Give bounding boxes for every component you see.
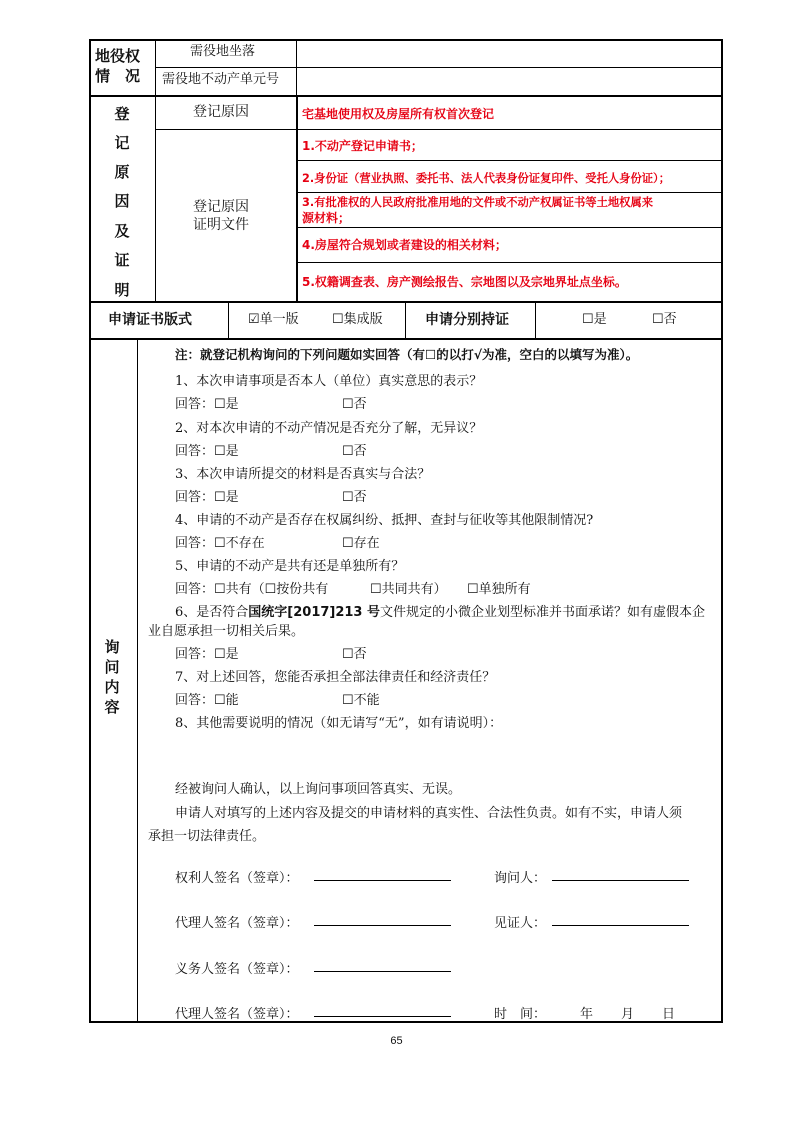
doc-item: 源材料；: [302, 211, 351, 225]
unit-number-label: 需役地不动产单元号: [162, 72, 280, 87]
doc-item: 2.身份证（营业执照、委托书、法人代表身份证复印件、受托人身份证）；: [302, 172, 671, 185]
answer-6-yes[interactable]: 回答：☐是: [175, 647, 239, 662]
month-label: 月: [621, 1007, 635, 1022]
divider: [296, 262, 722, 263]
question-3: 3、本次申请所提交的材料是否真实与合法？: [175, 467, 431, 482]
answer-3-yes[interactable]: 回答：☐是: [175, 490, 239, 505]
question-6-prefix: 6、是否符合: [175, 605, 249, 620]
witness-label: 见证人：: [494, 916, 547, 931]
divider: [89, 95, 723, 97]
answer-4-exist[interactable]: ☐存在: [342, 536, 380, 551]
inquirer-sign-line[interactable]: [552, 880, 689, 881]
question-4: 4、申请的不动产是否存在权属纠纷、抵押、查封与征收等其他限制情况?: [175, 513, 594, 528]
doc-item: 3.有批准权的人民政府批准用地的文件或不动产权属证书等土地权属来: [302, 196, 654, 209]
reason-value: 宅基地使用权及房屋所有权首次登记: [302, 107, 495, 121]
divider: [405, 301, 406, 339]
docs-label-line2: 证明文件: [193, 217, 249, 233]
docs-label-line1: 登记原因: [193, 199, 249, 215]
inquiry-side-char: 容: [104, 698, 120, 716]
doc-item: 4.房屋符合规划或者建设的相关材料；: [302, 238, 507, 252]
divider: [155, 67, 722, 68]
rights-holder-sign-line[interactable]: [314, 880, 451, 881]
responsibility-line2: 承担一切法律责任。: [148, 829, 266, 844]
question-6-line2: 业自愿承担一切相关后果。: [148, 624, 305, 639]
divider: [228, 301, 229, 339]
separate-cert-label: 申请分别持证: [425, 312, 509, 328]
divider: [296, 227, 722, 228]
land-header-line1: 地役权: [95, 47, 141, 65]
answer-7-cannot[interactable]: ☐不能: [342, 693, 380, 708]
confirmation-text: 经被询问人确认，以上询问事项回答真实、无误。: [175, 782, 462, 797]
doc-item: 1.不动产登记申请书；: [302, 139, 423, 153]
reg-side-char: 因: [114, 192, 130, 210]
question-2: 2、对本次申请的不动产情况是否充分了解，无异议？: [175, 421, 483, 436]
time-label: 时 间：: [494, 1007, 547, 1022]
answer-2-no[interactable]: ☐否: [342, 444, 367, 459]
table-top-border: [89, 39, 723, 41]
question-1: 1、本次申请事项是否本人（单位）真实意思的表示？: [175, 374, 483, 389]
table-right-border: [721, 39, 723, 1023]
certificate-label: 申请证书版式: [108, 312, 192, 328]
reg-side-char: 及: [114, 222, 130, 240]
answer-3-no[interactable]: ☐否: [342, 490, 367, 505]
page-number: 65: [390, 1035, 403, 1047]
question-6: [175, 601, 705, 620]
divider: [89, 338, 723, 340]
question-6-doc-ref: 国统字[2017]213 号: [248, 605, 381, 620]
answer-5-single[interactable]: ☐单独所有: [467, 582, 531, 597]
agent2-sign-line[interactable]: [314, 1016, 451, 1017]
rights-holder-sign-label: 权利人签名（签章）：: [175, 871, 299, 886]
inquiry-side-char: 问: [104, 658, 120, 676]
question-5: 5、申请的不动产是共有还是单独所有？: [175, 559, 405, 574]
agent2-sign-label: 代理人签名（签章）：: [175, 1007, 299, 1022]
single-version-checkbox[interactable]: ☑单一版: [248, 312, 299, 327]
reg-side-char: 登: [114, 105, 130, 123]
inquiry-side-char: 内: [104, 678, 120, 696]
answer-5-joint[interactable]: ☐共同共有）: [370, 582, 447, 597]
divider: [296, 95, 298, 302]
location-label: 需役地坐落: [190, 44, 256, 59]
question-6-suffix: 文件规定的小微企业划型标准并书面承诺？如有虚假本企: [380, 605, 706, 620]
answer-1-yes[interactable]: 回答：☐是: [175, 397, 239, 412]
obligor-sign-line[interactable]: [314, 971, 451, 972]
inquiry-side-char: 询: [104, 638, 120, 656]
reg-side-char: 记: [114, 134, 130, 152]
divider: [137, 338, 138, 1022]
answer-1-no[interactable]: ☐否: [342, 397, 367, 412]
land-header-line2: 情 况: [95, 67, 141, 85]
answer-2-yes[interactable]: 回答：☐是: [175, 444, 239, 459]
divider: [155, 129, 722, 130]
reg-side-char: 原: [114, 163, 130, 181]
doc-item: 5.权籍调查表、房产测绘报告、宗地图以及宗地界址点坐标。: [302, 275, 627, 289]
answer-6-no[interactable]: ☐否: [342, 647, 367, 662]
answer-5-shared[interactable]: 回答：☐共有（☐按份共有: [175, 582, 329, 597]
day-label: 日: [662, 1007, 676, 1022]
table-left-border: [89, 39, 91, 1023]
divider: [296, 192, 722, 193]
reg-side-char: 明: [114, 281, 130, 299]
inquiry-note: 注：就登记机构询问的下列问题如实回答（有☐的以打√为准，空白的以填写为准）。: [175, 347, 639, 362]
divider: [535, 301, 536, 339]
answer-4-not-exist[interactable]: 回答：☐不存在: [175, 536, 265, 551]
separate-no-checkbox[interactable]: ☐否: [652, 312, 677, 327]
question-8: 8、其他需要说明的情况（如无请写“无”，如有请说明）：: [175, 716, 503, 731]
separate-yes-checkbox[interactable]: ☐是: [582, 312, 607, 327]
agent-sign-label: 代理人签名（签章）：: [175, 916, 299, 931]
reason-label: 登记原因: [193, 104, 249, 120]
answer-7-can[interactable]: 回答：☐能: [175, 693, 239, 708]
responsibility-line1: 申请人对填写的上述内容及提交的申请材料的真实性、合法性负责。如有不实，申请人须: [175, 806, 683, 821]
integrated-version-checkbox[interactable]: ☐集成版: [332, 312, 383, 327]
inquirer-label: 询问人：: [494, 871, 547, 886]
reg-side-char: 证: [114, 251, 130, 269]
divider: [89, 301, 723, 303]
question-7: 7、对上述回答，您能否承担全部法律责任和经济责任？: [175, 670, 496, 685]
witness-sign-line[interactable]: [552, 925, 689, 926]
obligor-sign-label: 义务人签名（签章）：: [175, 962, 299, 977]
divider: [155, 95, 156, 302]
divider: [296, 160, 722, 161]
year-label: 年: [580, 1007, 594, 1022]
agent-sign-line[interactable]: [314, 925, 451, 926]
